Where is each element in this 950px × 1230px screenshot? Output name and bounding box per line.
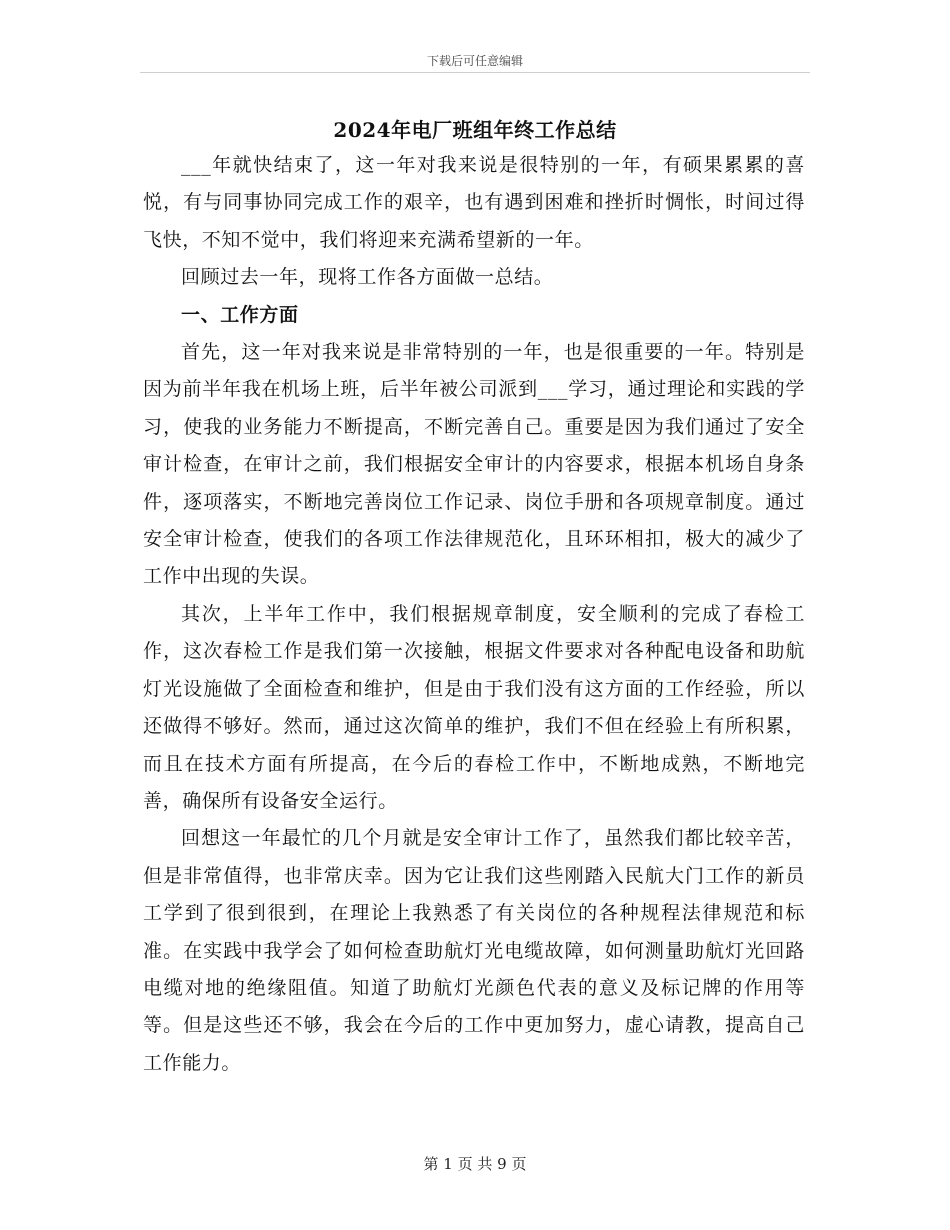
paragraph-second: 其次，上半年工作中，我们根据规章制度，安全顺利的完成了春检工作，这次春检工作是我们第一次接触，根据文件要求对各种配电设备和助航灯光设施做了全面检查和维护，但是由于我们没有这方面的工作经验，所以还做得不够好。然而，通过这次简单的维护，我们不但在经验上有所积累，而且在技术方面有所提高，在今后的春检工作中，不断地成熟，不断地完善，确保所有设备安全运行。 (143, 602, 805, 812)
document-body (143, 147, 805, 1082)
page-number-footer: 第 1 页 共 9 页 (423, 1155, 527, 1173)
paragraph-audit: 回想这一年最忙的几个月就是安全审计工作了，虽然我们都比较辛苦，但是非常值得，也非常庆幸。因为它让我们这些刚踏入民航大门工作的新员工学到了很到很到，在理论上我熟悉了有关岗位的各种规程法律规范和标准。在实践中我学会了如何检查助航灯光电缆故障，如何测量助航灯光回路电缆对地的绝缘阻值。知道了助航灯光颜色代表的意义及标记牌的作用等等。但是这些还不够，我会在今后的工作中更加努力，虚心请教，提高自己工作能力。 (143, 827, 805, 1074)
paragraph-review: 回顾过去一年，现将工作各方面做一总结。 (181, 266, 554, 289)
page-header-note: 下载后可任意编辑 (426, 54, 523, 68)
paragraph-intro: ___年就快结束了，这一年对我来说是很特别的一年，有硕果累累的喜悦，有与同事协同完成工作的艰辛，也有遇到困难和挫折时惆怅，时间过得飞快，不知不觉中，我们将迎来充满希望新的一年。 (143, 154, 805, 251)
paragraph-first: 首先，这一年对我来说是非常特别的一年，也是很重要的一年。特别是因为前半年我在机场上班，后半年被公司派到___学习，通过理论和实践的学习，使我的业务能力不断提高，不断完善自己。重要是因为我们通过了安全审计检查，在审计之前，我们根据安全审计的内容要求，根据本机场自身条件，逐项落实，不断地完善岗位工作记录、岗位手册和各项规章制度。通过安全审计检查，使我们的各项工作法律规范化，且环环相扣，极大的减少了工作中出现的失误。 (143, 341, 805, 588)
section-heading-work: 一、工作方面 (181, 303, 299, 326)
document-title: 2024年电厂班组年终工作总结 (333, 118, 617, 142)
header-divider (140, 72, 810, 73)
